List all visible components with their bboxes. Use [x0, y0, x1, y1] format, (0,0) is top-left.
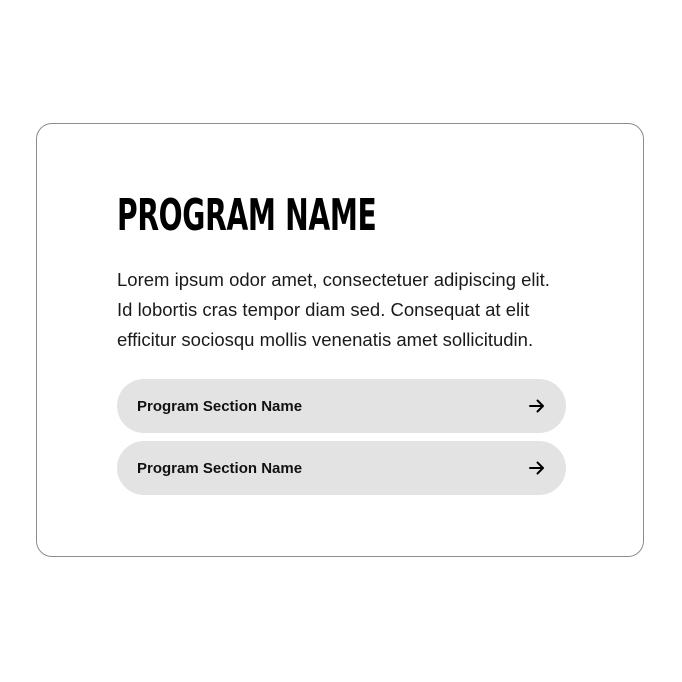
program-section-label: Program Section Name — [137, 397, 303, 415]
program-section-button[interactable] — [117, 441, 566, 495]
program-section-label: Program Section Name — [137, 459, 303, 477]
program-description — [117, 265, 587, 355]
description-line: efficitur sociosqu mollis venenatis amet sollicitudin. — [117, 329, 534, 350]
program-card — [36, 123, 644, 557]
program-title: PROGRAM NAME — [117, 190, 377, 241]
program-section-button[interactable] — [117, 379, 566, 433]
description-line: Id lobortis cras tempor diam sed. Consequat at elit — [117, 299, 530, 320]
description-line: Lorem ipsum odor amet, consectetuer adipiscing elit. — [117, 269, 550, 290]
arrow-right-icon — [528, 397, 546, 415]
arrow-right-icon — [528, 459, 546, 477]
